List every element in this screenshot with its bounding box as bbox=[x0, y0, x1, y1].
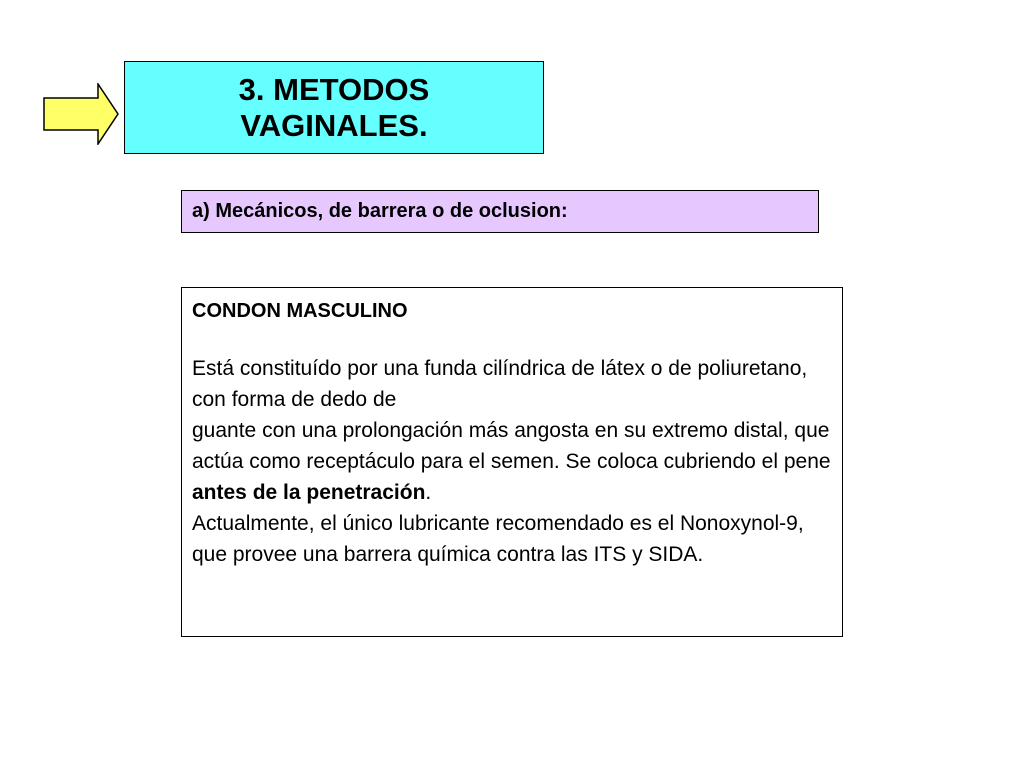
title-box bbox=[124, 61, 544, 154]
paragraph-1-line-1: Está constituído por una funda cilíndrica de látex o de poliuretano, con forma de dedo de bbox=[192, 357, 808, 411]
paragraph-spacer bbox=[192, 327, 834, 353]
content-heading: CONDON MASCULINO bbox=[192, 300, 408, 322]
right-arrow-shape bbox=[44, 84, 118, 144]
paragraph-1-text: guante con una prolongación más angosta en su extremo distal, que actúa como receptáculo para el semen. Se coloca cubriendo el pene bbox=[192, 419, 831, 473]
paragraph-1-continuation bbox=[192, 415, 834, 508]
page-title: 3. METODOS VAGINALES. bbox=[238, 71, 430, 143]
paragraph-2: Actualmente, el único lubricante recomendado es el Nonoxynol-9, que provee una barrera química contra las ITS y SIDA. bbox=[192, 512, 804, 566]
section-subtitle: a) Mecánicos, de barrera o de oclusion: bbox=[192, 200, 568, 222]
right-arrow-icon bbox=[43, 83, 119, 145]
paragraph-1-bold-text: antes de la penetración bbox=[192, 481, 426, 504]
paragraph-1-end: . bbox=[425, 481, 432, 504]
content-box bbox=[181, 287, 843, 637]
subtitle-box bbox=[181, 190, 819, 233]
